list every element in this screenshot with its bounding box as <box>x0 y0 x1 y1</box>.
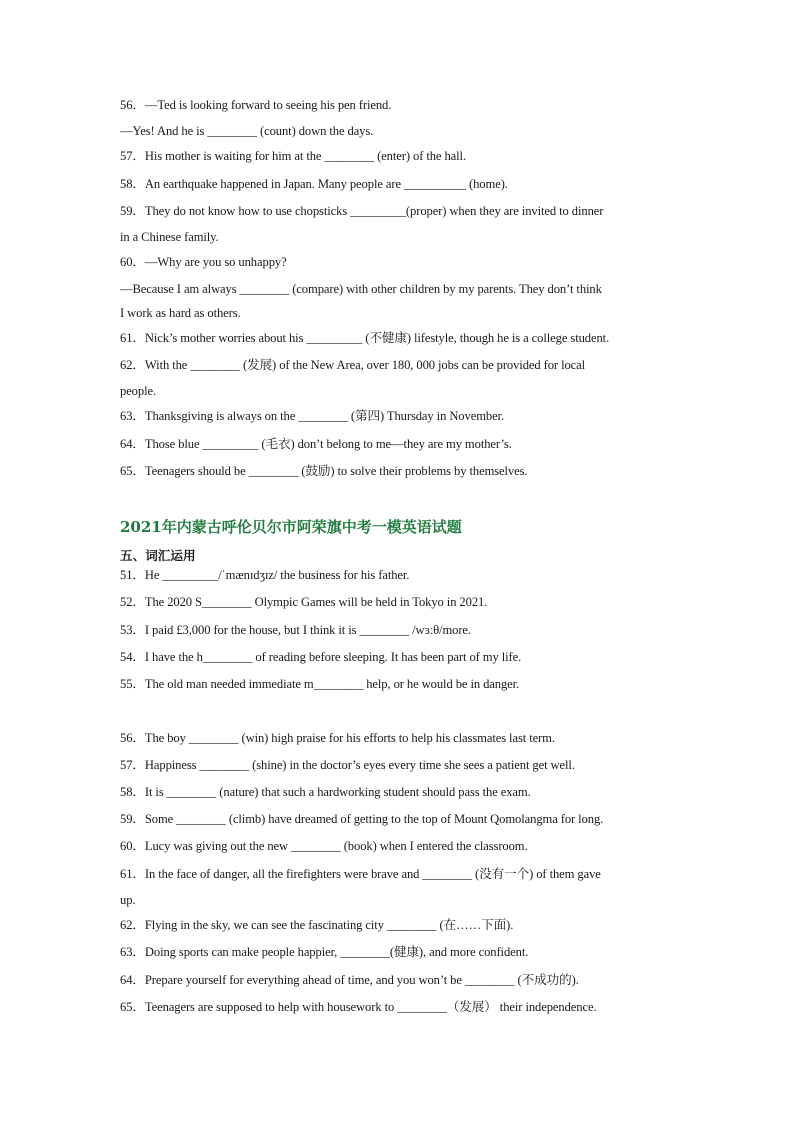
question-61b-line-2: up. <box>120 893 136 907</box>
question-60b: 60．Lucy was giving out the new ________ (book) when I entered the classroom. <box>120 839 528 853</box>
question-56-line-1: 56．—Ted is looking forward to seeing his pen friend. <box>120 98 392 112</box>
question-61: 61．Nick’s mother worries about his _________ (不健康) lifestyle, though he is a college student. <box>120 331 610 345</box>
question-60-line-3: I work as hard as others. <box>120 306 241 320</box>
question-53: 53．I paid £3,000 for the house, but I think it is ________ /wɜːθ/more. <box>120 623 471 637</box>
question-63b: 63．Doing sports can make people happier, ________(健康), and more confident. <box>120 945 529 959</box>
question-59-line-1: 59．They do not know how to use chopsticks _________(proper) when they are invited to dinner <box>120 204 604 218</box>
question-62b: 62．Flying in the sky, we can see the fascinating city ________ (在……下面). <box>120 918 514 932</box>
question-62-line-1: 62．With the ________ (发展) of the New Area, over 180, 000 jobs can be provided for local <box>120 358 586 372</box>
question-58: 58．An earthquake happened in Japan. Many people are __________ (home). <box>120 177 508 191</box>
question-51: 51．He _________/ˈmænɪdʒɪz/ the business for his father. <box>120 568 410 582</box>
question-63: 63．Thanksgiving is always on the ________ (第四) Thursday in November. <box>120 409 505 423</box>
question-57: 57．His mother is waiting for him at the ________ (enter) of the hall. <box>120 149 467 163</box>
question-54: 54．I have the h________ of reading before sleeping. It has been part of my life. <box>120 650 522 664</box>
question-61b-line-1: 61．In the face of danger, all the firefighters were brave and ________ (没有一个) of them gave <box>120 867 601 881</box>
question-65: 65．Teenagers should be ________ (鼓励) to solve their problems by themselves. <box>120 464 528 478</box>
section-subtitle: 五、词汇运用 <box>120 548 196 563</box>
question-60-line-2: —Because I am always ________ (compare) with other children by my parents. They don’t think <box>120 282 602 296</box>
question-58b: 58．It is ________ (nature) that such a hardworking student should pass the exam. <box>120 785 531 799</box>
question-64: 64．Those blue _________ (毛衣) don’t belong to me—they are my mother’s. <box>120 437 512 451</box>
question-60-line-1: 60．—Why are you so unhappy? <box>120 255 287 269</box>
question-59-line-2: in a Chinese family. <box>120 230 219 244</box>
question-56b: 56．The boy ________ (win) high praise for his efforts to help his classmates last term. <box>120 731 555 745</box>
question-59b: 59．Some ________ (climb) have dreamed of getting to the top of Mount Qomolangma for long. <box>120 812 604 826</box>
question-55: 55．The old man needed immediate m________ help, or he would be in danger. <box>120 677 520 691</box>
question-65b: 65．Teenagers are supposed to help with housework to ________（发展） their independence. <box>120 1000 597 1014</box>
exam-title: 2021年内蒙古呼伦贝尔市阿荣旗中考一模英语试题 <box>120 518 462 536</box>
question-52: 52．The 2020 S________ Olympic Games will be held in Tokyo in 2021. <box>120 595 488 609</box>
question-56-line-2: —Yes! And he is ________ (count) down the days. <box>120 124 374 138</box>
question-62-line-2: people. <box>120 384 157 398</box>
question-64b: 64．Prepare yourself for everything ahead of time, and you won’t be ________ (不成功的). <box>120 973 579 987</box>
question-57b: 57．Happiness ________ (shine) in the doctor’s eyes every time she sees a patient get well. <box>120 758 575 772</box>
